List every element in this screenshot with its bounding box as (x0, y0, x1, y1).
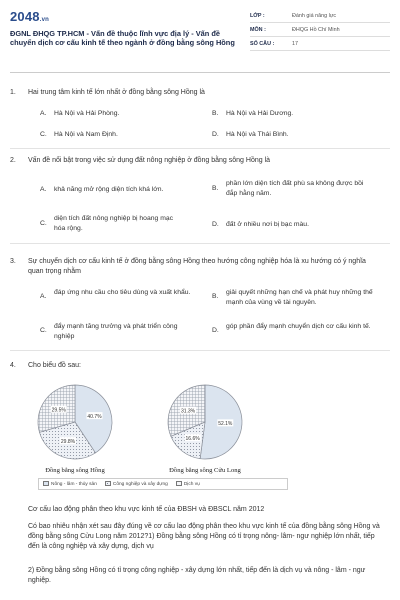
question-divider (10, 350, 390, 351)
question-number: 2. (10, 157, 16, 164)
legend-item: Công nghiệp và xây dựng (105, 481, 168, 487)
question-number: 1. (10, 89, 16, 96)
meta-key: SỐ CÂU : (250, 40, 275, 47)
question-text: Cho biểu đồ sau: (28, 362, 81, 369)
pie-title-1: Đồng bằng sông Hồng (45, 467, 105, 474)
question-text: Sự chuyển dịch cơ cấu kinh tế ở đồng bằng sông Hồng theo hướng công nghiệp hóa là xu hướng có ý nghĩa quan trọng nhằm (28, 258, 366, 275)
question-body: Có bao nhiêu nhận xét sau đây đúng về cơ cấu lao động phân theo khu vực kinh tế của đồng bằng sông Hồng và đồng bằng sông Cửu Long năm 2012?1) Đồng bằng sông Hồng có tỉ trọng nông- lâm- ngư nghiệp lớn nhất, tiếp đến là công nghiệp và xây dựng, dịch vụ (28, 523, 380, 550)
question-number: 3. (10, 258, 16, 265)
meta-value: Đánh giá năng lực (292, 12, 337, 19)
meta-row-count (250, 37, 390, 51)
meta-key: LỚP : (250, 12, 265, 19)
data-label: 16.6% (185, 435, 200, 442)
meta-row-subject (250, 23, 390, 37)
meta-value: 17 (292, 40, 298, 47)
data-label: 31.3% (180, 408, 196, 415)
question-divider (10, 243, 390, 244)
meta-row-class (250, 9, 390, 23)
pie-charts (30, 382, 290, 478)
header-divider (10, 72, 390, 73)
document-header (10, 9, 390, 65)
chart-caption: Cơ cấu lao động phân theo khu vực kinh tế của ĐBSH và ĐBSCL năm 2012 (28, 506, 265, 513)
data-label: 40.7% (87, 413, 102, 420)
page-title: ĐGNL ĐHQG TP.HCM - Vấn đề thuộc lĩnh vực địa lý - Vấn đề chuyển dịch cơ cấu kinh tế theo ngành ở đồng bằng sông Hồng (10, 29, 235, 47)
question-number: 4. (10, 362, 16, 369)
question-text: Vấn đề nổi bật trong việc sử dụng đất nông nghiệp ở đồng bằng sông Hồng là (28, 157, 271, 164)
chart-legend (38, 478, 288, 490)
pie-title-2: Đồng bằng sông Cửu Long (169, 467, 241, 474)
meta-table (250, 9, 390, 51)
meta-key: MÔN : (250, 26, 266, 33)
legend-item: Dịch vụ (176, 481, 200, 487)
statement-2: 2) Đồng bằng sông Hồng có tỉ trọng công nghiệp - xây dựng lớn nhất, tiếp đến là dịch vụ và nông - lâm - ngư nghiệp. (28, 567, 366, 584)
question-text: Hai trung tâm kinh tế lớn nhất ở đồng bằng sông Hồng là (28, 89, 205, 96)
data-label: 29.5% (51, 407, 66, 414)
meta-value: ĐHQG Hồ Chí Minh (292, 26, 340, 33)
legend-item: Nông - lâm - thủy sản (43, 481, 97, 487)
data-label: 29.8% (60, 438, 76, 445)
data-label: 52.1% (218, 421, 233, 428)
question-divider (10, 148, 390, 149)
site-logo[interactable]: 2048.vn (10, 9, 50, 24)
